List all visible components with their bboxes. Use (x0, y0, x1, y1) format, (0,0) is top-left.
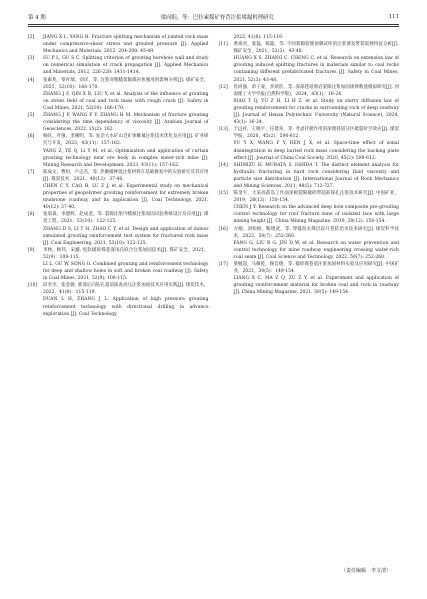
header-rule-thin (28, 26, 399, 27)
reference-number: [10] (28, 283, 38, 289)
reference-citation-english: ZHANG J F, QIN X R, LIU Y, et al. Analysis of the influence of grouting on stress field of coal and rock mass with rough crack [J]. Safety in Coal Mines, 2021, 52(10): 166-170. (43, 91, 209, 111)
reference-text (43, 55, 209, 76)
reference-citation-english: FANG G, LIU B G, JIN D W, et al. Research on water prevention and control technology for mine roadway engineering crossing water-rich coal seam [J]. Coal Science and Technology, 2022, 50(7): 252-260. (233, 240, 399, 260)
reference-citation-english: YU Y X, WANG F Y, REN J X, et al. Space-time effect of zonal disintegration in deep buried rock mass considering the backing plate effect [J]. Journal of China Coal Society, 2020, 45(2): 598-612. (233, 141, 399, 161)
reference-number: [16] (218, 226, 228, 232)
reference-citation: 张素兆，覃祥瑞，刘洋，等. 注浆对粗糙裂隙煤岩体强度的影响分析[J]. 煤矿安全，2021，52(10)：166-170. (43, 77, 209, 90)
reference-text (234, 84, 400, 127)
reference-item (28, 169, 209, 212)
reference-text (234, 41, 400, 84)
issue-label: 第 4 期 (28, 15, 46, 21)
reference-text (43, 169, 209, 212)
reference-citation: 杨旺，叶强，李刚明，等. 复杂大水矿山近矿体帷幕注浆技术优化及应用[J]. 矿业研究与开发，2023，43(11)：157-162. (43, 134, 209, 147)
reference-text (234, 226, 400, 261)
reference-item (219, 84, 400, 127)
reference-item (28, 211, 209, 246)
reference-text (43, 211, 209, 246)
reference-item (28, 34, 209, 55)
reference-item (219, 261, 400, 296)
reference-citation-english: DUAN L H, ZHANG J L. Application of high pressure grouting reinforcement technology with directional drilling in advance exploration [J]. Coal Technology, (43, 297, 209, 317)
reference-citation: 陈成文，曹恒，卢志杰，等. 热聚碳掺混注浆材料在基础修复中的实验研究及其应用[J]. 煤炭技术，2021，40(12)：37-40. (43, 169, 209, 182)
reference-number: [3] (28, 56, 35, 62)
reference-text (234, 162, 400, 190)
reference-citation: 梁勉超，马佩乾，顾自德，等. 破碎煤巷道注浆加固材料实验及应用研究[J]. 中国矿业，2021，30(5)：149-154. (233, 262, 399, 275)
reference-citation-english: ZHANG D S, LI T H, ZHAO C Y, et al. Design and application of indoor simulated grouting reinforcement test system for fractured rock mass [J]. Coal Engineering, 2021, 53(10): 122-125. (43, 226, 209, 246)
reference-text (43, 77, 209, 112)
reference-citation: 2022, 41(6): 115-119. (233, 35, 284, 40)
reference-item (28, 55, 209, 76)
reference-number: [7] (28, 169, 35, 175)
reference-citation: 张道森，李德辉，赵成金，等. 裂隙注浆内模拟注浆加固试验系统设计及应用[J]. 煤炭工程，2021，53(10)：122-125. (43, 212, 209, 225)
reference-text (43, 247, 209, 282)
reference-text (234, 190, 400, 225)
reference-citation-english: YANG Z, YE Q, LI Y M, et al. Optimization and application of curtain grouting technology near ore body in complex water-rich mine [J]. Mining Research and Development, 2023, 43(11): 157-162. (43, 148, 209, 168)
reference-number: [9] (28, 247, 35, 253)
reference-citation-english: LIANG X C, MA Z Q, ZU Z Y, et al. Experiment and application of grouting reinforcement material for broken coal and rock in roadway [J]. China Mining Magazine, 2021, 30(5): 149-154. (233, 276, 399, 296)
reference-item (28, 247, 209, 282)
reference-citation-english: CHEN C Y, CAO H, LU Z J, et al. Experimental study on mechanical properties of geopolymer grouting reinforcement for extremely broken mudstone roadway and its application [J]. Coal Technology, 2021, 40(12): 37-40. (43, 183, 209, 211)
reference-citation-english: HUANG X S, ZHANG C, CHENG C, et al. Research on extension law of grouting induced splitting fractures in materials similar to coal rocks containing different prefabricated fractures [J]. Safety in Coal Mines, 2021, 52(3): 43-48. (233, 56, 399, 83)
reference-text (43, 34, 209, 55)
reference-text (43, 133, 209, 168)
reference-number: [4] (28, 77, 35, 83)
reference-number: [15] (218, 191, 228, 197)
reference-number: [6] (28, 134, 35, 140)
reference-number: [14] (218, 162, 228, 168)
reference-text (43, 112, 209, 133)
reference-text (234, 261, 400, 296)
page-number: 111 (388, 14, 399, 20)
reference-citation: 方刚，刘柏根，靳德武，等. 穿越泥水煤层段升巷防治水技术研究[J]. 煤炭科学技术，2022，50(7)：252-260. (233, 226, 399, 239)
reference-citation: JIANG X L, YANG H. Fracture splitting mechanism of jointed rock mass under compressive-shear stress and grouted pressure [J]. Applied Mechanics and Materials, 2012, 204-208: 45-49. (43, 35, 209, 55)
reference-number: [13] (218, 127, 228, 133)
reference-number: [11] (218, 42, 228, 48)
reference-item (28, 133, 209, 168)
reference-citation: 李林，顾伟，宋璇. 松软破碎煤巷深浅孔联合注浆加固技术[J]. 煤矿安全，2021，52(9)：108-115. (43, 247, 209, 260)
reference-item (219, 190, 400, 225)
reference-item (28, 112, 209, 133)
reference-citation: 陈金宇，大采高孤岛工作面顶板裂隙破碎带超前探孔注浆技术研究[J]. 中国矿业，2019，28(12)：150-154. (233, 191, 399, 204)
reference-citation-english: CHEN J Y. Research on the advanced deep hole composite pre-grouting control technology for roof fracture zone of isolated face with large mining height [J]. China Mining Magazine, 2019, 28(12): 150-154. (233, 205, 399, 225)
reference-citation-english: XIAO T Q, YU Z H, LI H Z, et al. Study on slurry diffusion law of grouting reinforcement for cracks in surrounding rock of deep roadway [J]. Journal of Henan Polytechnic University (Natural Science), 2024, 43(1): 16-24. (233, 98, 399, 126)
references-body (28, 34, 399, 585)
reference-number: [8] (28, 212, 35, 218)
article-running-title: 梁向阳，等：巴拉素煤矿脊背注浆堵漏机理研究 (160, 15, 274, 21)
reference-citation: 于远祥，王晓宇，任建喜，等. 考虑托板作用的深埋巷道分区破裂时空效应[J]. 煤炭学报，2020，45(2)：598-612. (233, 127, 399, 140)
reference-citation-english: LI L, GU W, SONG G. Combined grouting and reinforcement technology for deep and shallow holes in soft and broken coal roadway [J]. Safety in Coal Mines, 2021, 52(9): 108-115. (43, 262, 209, 282)
reference-item (28, 282, 209, 317)
reference-citation: 段李杰，张金骏. 底部定向钻孔超前探查高压注浆加固技术应用实践[J]. 煤炭技术，2022，41(6)：115-119. (43, 283, 209, 296)
responsible-editor: （责任编辑 李文清） (340, 568, 391, 574)
references-column-right (219, 34, 400, 585)
reference-text (234, 34, 400, 41)
reference-item (28, 77, 209, 112)
running-header (28, 10, 399, 24)
reference-citation: 肖同强，余子豪，李炳浩，等. 深部巷道围岩裂隙注浆加固规律数值模拟研究[J]. 河南理工大学学报(自然科学版)，2024，43(1)：16-24. (233, 84, 399, 97)
reference-citation: ZHANG J F, WANG F Y, ZHANG H M. Mechanism of fracture grouting considering the time dependency of viscosity [J]. Arabian Journal of Geosciences, 2022, 15(2): 182. (43, 113, 209, 133)
reference-item (219, 226, 400, 261)
references-column-left (28, 34, 209, 585)
reference-item (219, 162, 400, 190)
reference-text (43, 282, 209, 317)
reference-citation: SU P L, GU S C. Splitting criterion of grouting borehole wall and study on numerical simulation of crack propagation [J]. Applied Mechanics and Materials, 2012, 226-228: 1411-1414. (43, 56, 209, 76)
reference-item (219, 34, 400, 41)
reference-number: [5] (28, 113, 35, 119)
reference-number (219, 34, 234, 41)
reference-number: [2] (28, 35, 35, 40)
reference-item (219, 41, 400, 84)
reference-citation: SHIMIZU H, MURATA S, ISHIDA T. The distinct element analysis for hydraulic fracturing in hard rock considering fluid viscosity and particle size distribution [J]. International Journal of Rock Mechanics and Mining Sciences, 2011, 48(5): 712-727. (233, 162, 399, 189)
reference-item (219, 126, 400, 161)
reference-citation: 黄竣君，张磊，陈聪，等. 不同裂隙裂缝预制试样的注浆诱发带裂裂展特征分析[J]. 煤矿安全，2021，52(3)：43-48. (233, 42, 399, 55)
reference-number: [17] (218, 262, 228, 267)
reference-text (234, 126, 400, 161)
reference-number: [12] (218, 84, 228, 90)
